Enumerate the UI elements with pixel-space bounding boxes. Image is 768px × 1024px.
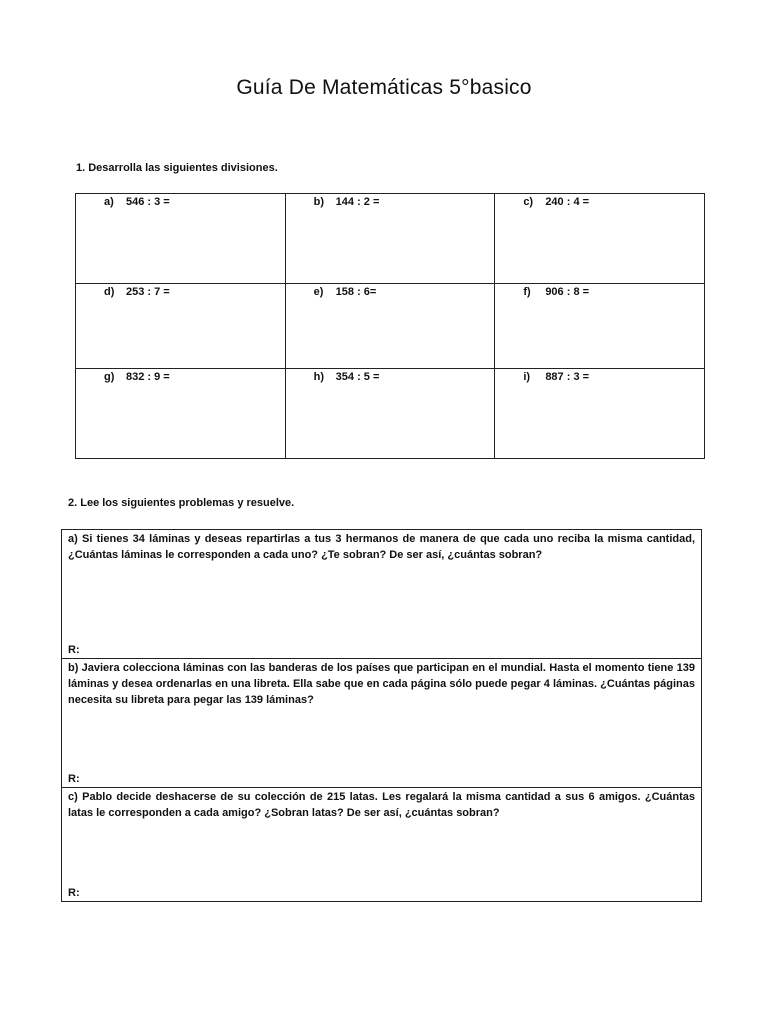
item-label: c) xyxy=(523,196,534,208)
division-cell-f[interactable] xyxy=(495,284,705,369)
division-cell-d[interactable] xyxy=(76,284,286,369)
section-1-heading: 1. Desarrolla las siguientes divisiones. xyxy=(76,162,278,174)
table-row xyxy=(76,369,705,459)
division-expression: 253 : 7 = xyxy=(126,286,170,298)
answer-label: R: xyxy=(68,773,80,785)
division-expression: 906 : 8 = xyxy=(545,286,590,298)
divisions-table xyxy=(75,193,705,459)
problem-text: a) Si tienes 34 láminas y deseas repartirlas a tus 3 hermanos de manera de que cada uno reciba la misma cantidad, ¿Cuántas láminas le corresponden a cada uno? ¿Te sobran? De ser así, ¿cuántas sobran? xyxy=(68,533,695,561)
item-label: d) xyxy=(104,286,115,298)
item-label: b) xyxy=(313,196,325,208)
division-cell-i[interactable] xyxy=(495,369,705,459)
division-cell-a[interactable] xyxy=(76,194,286,284)
problems-box xyxy=(61,529,702,902)
answer-label: R: xyxy=(68,887,80,899)
division-expression: 832 : 9 = xyxy=(126,371,170,383)
problem-text: c) Pablo decide deshacerse de su colección de 215 latas. Les regalará la misma cantidad a sus 6 amigos. ¿Cuántas latas le corresponden a cada amigo? ¿Sobran latas? De ser así, ¿cuántas sobran? xyxy=(68,791,695,819)
answer-label: R: xyxy=(68,644,80,656)
division-cell-h[interactable] xyxy=(285,369,495,459)
table-row xyxy=(76,284,705,369)
problem-b[interactable] xyxy=(62,658,701,787)
division-cell-g[interactable] xyxy=(76,369,286,459)
division-cell-e[interactable] xyxy=(285,284,495,369)
division-cell-b[interactable] xyxy=(285,194,495,284)
item-label: a) xyxy=(104,196,114,208)
item-label: h) xyxy=(313,371,325,383)
item-label: e) xyxy=(313,286,324,298)
item-label: f) xyxy=(523,286,531,298)
problem-a[interactable] xyxy=(62,530,701,658)
division-expression: 546 : 3 = xyxy=(126,196,170,208)
division-expression: 158 : 6= xyxy=(335,286,377,298)
section-2-heading: 2. Lee los siguientes problemas y resuelve. xyxy=(68,497,295,509)
problem-text: b) Javiera colecciona láminas con las banderas de los países que participan en el mundial. Hasta el momento tiene 139 láminas y desea ordenarlas en una libreta. Ella sabe que en cada página sólo puede pegar 4 láminas. ¿Cuántas páginas necesita su libreta para pegar las 139 láminas? xyxy=(68,662,695,706)
table-row xyxy=(76,194,705,284)
division-expression: 144 : 2 = xyxy=(335,196,380,208)
division-expression: 887 : 3 = xyxy=(545,371,590,383)
item-label: g) xyxy=(104,371,115,383)
division-expression: 354 : 5 = xyxy=(335,371,380,383)
item-label: i) xyxy=(523,371,531,383)
division-expression: 240 : 4 = xyxy=(545,196,590,208)
division-cell-c[interactable] xyxy=(495,194,705,284)
problem-c[interactable] xyxy=(62,787,701,901)
page-title: Guía De Matemáticas 5°basico xyxy=(236,76,532,99)
